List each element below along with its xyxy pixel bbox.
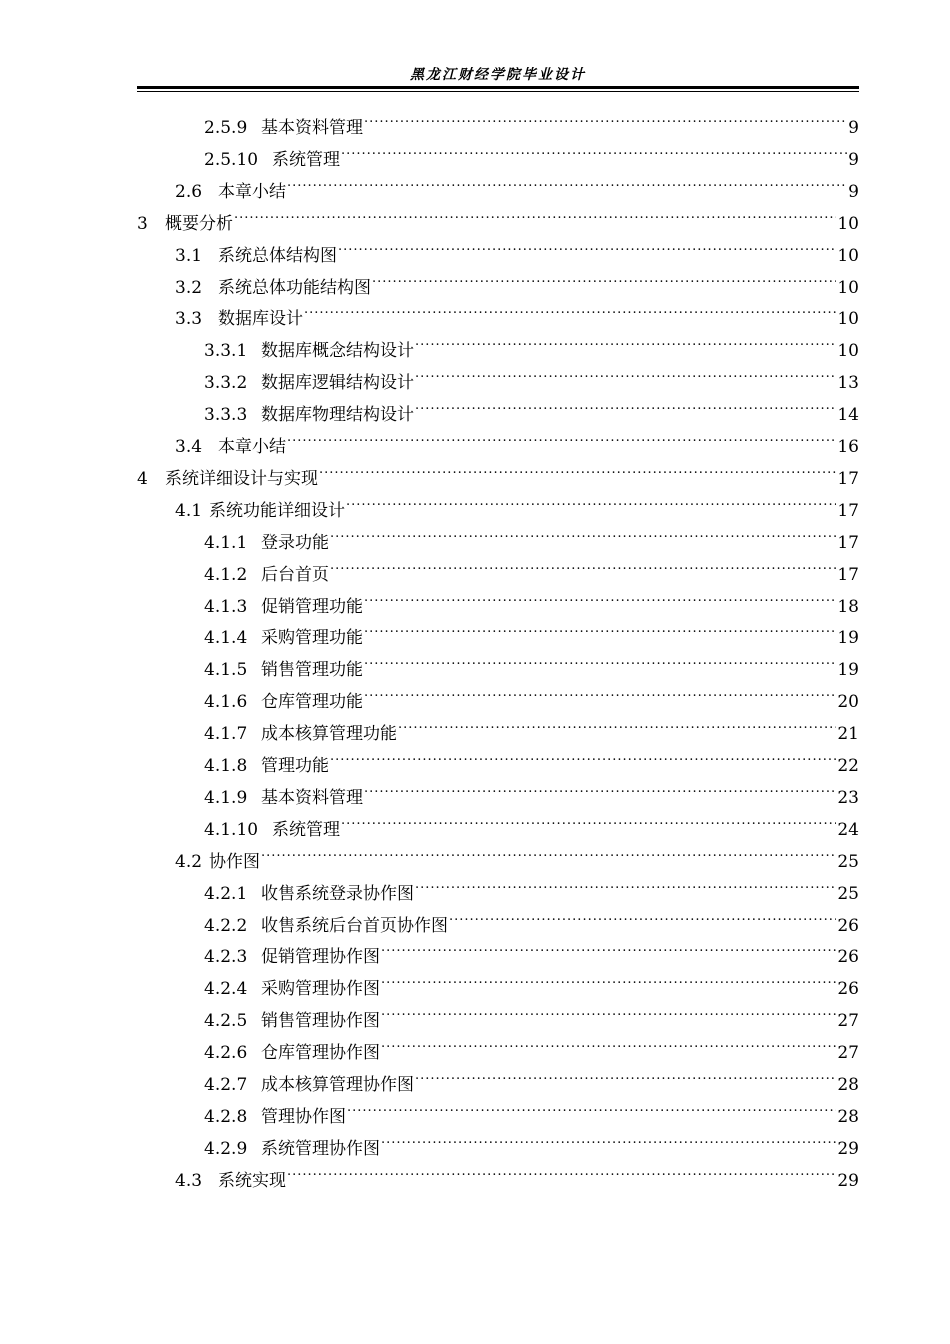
toc-entry-title: 数据库设计 [218,309,303,330]
toc-entry-title: 促销管理协作图 [261,947,380,968]
toc-entry-title: 采购管理功能 [261,628,363,649]
toc-entry-number: 3 [137,213,148,234]
toc-entry-number: 4.1.10 [204,819,259,840]
toc-entry-number: 3.3.3 [204,405,248,426]
toc-entry-number: 4.3 [175,1170,203,1191]
toc-entry[interactable] [204,1008,859,1032]
toc-entry-page: 17 [837,500,859,521]
toc-entry-title: 销售管理功能 [261,660,363,681]
toc-entry-page: 27 [837,1043,859,1064]
toc-entry[interactable] [204,721,859,745]
toc-entry-title: 促销管理功能 [261,596,363,617]
toc-entry-page: 28 [837,1075,859,1095]
toc-entry[interactable] [204,625,859,649]
toc-leader-dots [372,275,836,293]
toc-entry-number: 4.1.9 [204,787,248,808]
toc-entry-number: 4 [137,468,148,489]
toc-entry-page: 23 [837,787,859,808]
toc-entry-title: 后台首页 [261,564,329,585]
toc-leader-dots [319,466,836,484]
toc-entry-title: 系统管理协作图 [261,1138,380,1159]
toc-entry-page: 10 [837,309,859,330]
toc-entry-number: 2.6 [175,181,203,202]
toc-entry-page: 20 [837,692,859,713]
toc-entry-number: 3.3 [175,309,203,330]
toc-entry[interactable] [204,944,859,968]
toc-leader-dots [330,753,836,771]
toc-entry-page: 13 [837,373,859,394]
toc-entry-number: 3.3.1 [204,341,248,362]
toc-entry-number: 4.2.1 [204,883,248,904]
toc-entry-page: 24 [837,819,859,840]
toc-entry-page: 22 [837,756,859,776]
toc-entry-page: 17 [837,532,859,553]
toc-leader-dots [234,211,836,229]
toc-entry-title: 系统实现 [218,1170,286,1191]
toc-entry[interactable] [204,881,859,905]
toc-entry-page: 10 [837,277,859,298]
toc-entry-title: 系统管理 [272,149,340,170]
toc-entry-page: 19 [837,660,859,681]
toc-entry-page: 9 [848,118,859,138]
toc-leader-dots [364,657,836,675]
toc-entry-page: 21 [837,724,859,745]
toc-leader-dots [330,530,836,548]
toc-entry[interactable] [204,817,859,841]
toc-entry[interactable] [204,115,859,139]
toc-leader-dots [347,1104,836,1122]
toc-entry-page: 17 [837,564,859,585]
toc-entry[interactable] [204,1104,859,1128]
toc-leader-dots [330,562,836,580]
toc-leader-dots [381,1136,836,1154]
toc-entry-number: 4.1.8 [204,756,248,776]
toc-entry-number: 4.2.3 [204,947,248,968]
toc-entry-number: 4.2.5 [204,1011,248,1032]
toc-entry-number: 2.5.9 [204,118,248,138]
toc-entry-page: 28 [837,1106,859,1127]
toc-entry-title: 系统总体功能结构图 [218,277,371,298]
toc-entry-number: 4.1.7 [204,724,248,745]
toc-entry[interactable] [137,466,859,490]
toc-entry[interactable] [204,785,859,809]
toc-entry[interactable] [175,1168,859,1192]
toc-entry[interactable] [175,306,859,330]
toc-entry[interactable] [204,1072,859,1096]
toc-entry-title: 数据库逻辑结构设计 [261,373,414,394]
toc-entry[interactable] [204,562,859,586]
toc-entry-number: 4.2 [175,851,203,872]
toc-leader-dots [287,1168,836,1186]
toc-entry-title: 数据库概念结构设计 [261,341,414,362]
toc-entry-title: 本章小结 [218,437,286,457]
toc-entry[interactable] [204,1040,859,1064]
toc-entry-page: 19 [837,628,859,649]
toc-entry-page: 26 [837,915,859,936]
toc-leader-dots [415,402,836,420]
toc-leader-dots [415,881,836,899]
toc-entry-page: 26 [837,979,859,1000]
toc-leader-dots [287,179,847,197]
toc-entry-title: 协作图 [209,851,260,872]
toc-entry-number: 4.2.2 [204,915,248,936]
toc-entry-number: 4.1.5 [204,660,248,681]
toc-leader-dots [415,370,836,388]
toc-entry-number: 4.1.1 [204,532,248,553]
toc-entry-number: 4.1.6 [204,692,248,713]
toc-entry-title: 仓库管理功能 [261,692,363,713]
toc-entry[interactable] [175,243,859,267]
toc-entry[interactable] [204,594,859,618]
toc-entry-number: 3.3.2 [204,373,248,394]
toc-leader-dots [381,1008,836,1026]
toc-entry-title: 仓库管理协作图 [261,1043,380,1064]
toc-entry-title: 概要分析 [165,213,233,234]
toc-entry-title: 成本核算管理功能 [261,724,397,745]
toc-leader-dots [364,625,836,643]
toc-entry[interactable] [204,147,859,171]
header-rule-thick [137,86,859,89]
toc-entry-number: 3.1 [175,245,203,266]
toc-entry-number: 4.2.9 [204,1138,248,1159]
toc-entry-title: 系统详细设计与实现 [165,468,318,489]
toc-leader-dots [364,785,836,803]
toc-entry-page: 25 [837,883,859,904]
toc-leader-dots [364,115,847,133]
toc-entry-page: 9 [848,181,859,202]
toc-entry[interactable] [204,1136,859,1160]
toc-entry[interactable] [137,211,859,235]
toc-entry[interactable] [204,689,859,713]
toc-entry[interactable] [204,976,859,1000]
toc-entry[interactable] [204,530,859,554]
toc-leader-dots [341,817,836,835]
toc-entry-title: 收售系统后台首页协作图 [261,915,448,936]
toc-entry-page: 29 [837,1170,859,1191]
toc-leader-dots [304,306,836,324]
toc-leader-dots [381,1040,836,1058]
toc-entry[interactable] [204,402,859,426]
toc-entry-title: 系统总体结构图 [218,245,337,266]
toc-entry-title: 数据库物理结构设计 [261,405,414,426]
toc-entry[interactable] [175,179,859,203]
toc-entry[interactable] [204,338,859,362]
toc-entry-title: 基本资料管理 [261,118,363,138]
toc-leader-dots [287,434,836,452]
toc-entry-page: 26 [837,947,859,968]
page-header-title: 黑龙江财经学院毕业设计 [410,67,586,83]
toc-leader-dots [364,594,836,612]
toc-entry-number: 3.4 [175,437,203,457]
toc-entry-page: 9 [848,149,859,170]
toc-entry-title: 本章小结 [218,181,286,202]
toc-entry[interactable] [175,498,859,522]
toc-entry-number: 3.2 [175,277,203,298]
toc-leader-dots [364,689,836,707]
toc-entry-page: 10 [837,245,859,266]
toc-leader-dots [338,243,836,261]
toc-entry-number: 4.1 [175,500,203,521]
toc-entry-number: 4.1.4 [204,628,248,649]
toc-entry-number: 2.5.10 [204,149,259,170]
toc-entry-title: 系统功能详细设计 [209,500,345,521]
toc-entry-number: 4.2.6 [204,1043,248,1064]
toc-entry[interactable] [175,849,859,873]
toc-entry-title: 管理功能 [261,756,329,776]
toc-leader-dots [398,721,836,739]
toc-entry-page: 10 [837,341,859,362]
toc-leader-dots [381,976,836,994]
toc-entry[interactable] [175,434,859,458]
toc-entry-title: 销售管理协作图 [261,1011,380,1032]
toc-leader-dots [381,944,836,962]
toc-leader-dots [261,849,836,867]
toc-entry-page: 14 [837,405,859,426]
toc-entry-title: 系统管理 [272,819,340,840]
toc-leader-dots [346,498,836,516]
toc-entry-page: 10 [837,213,859,234]
toc-entry-title: 采购管理协作图 [261,979,380,1000]
toc-entry[interactable] [204,753,859,777]
toc-entry-title: 基本资料管理 [261,787,363,808]
toc-leader-dots [449,913,836,931]
toc-entry-page: 27 [837,1011,859,1032]
toc-entry[interactable] [175,275,859,299]
toc-leader-dots [341,147,847,165]
toc-leader-dots [415,338,836,356]
toc-entry-number: 4.1.2 [204,564,248,585]
toc-entry-title: 成本核算管理协作图 [261,1075,414,1095]
toc-entry-title: 登录功能 [261,532,329,553]
toc-entry[interactable] [204,657,859,681]
toc-entry-number: 4.1.3 [204,596,248,617]
toc-entry-number: 4.2.8 [204,1106,248,1127]
toc-entry-page: 25 [837,851,859,872]
toc-leader-dots [415,1072,836,1090]
toc-entry-page: 18 [837,596,859,617]
toc-entry-page: 29 [837,1138,859,1159]
toc-entry-number: 4.2.4 [204,979,248,1000]
toc-entry-page: 17 [837,468,859,489]
toc-entry[interactable] [204,370,859,394]
toc-entry-title: 收售系统登录协作图 [261,883,414,904]
toc-entry-number: 4.2.7 [204,1075,248,1095]
header-rule-thin [137,91,859,92]
toc-entry-page: 16 [837,437,859,457]
toc-entry-title: 管理协作图 [261,1106,346,1127]
toc-entry[interactable] [204,913,859,937]
